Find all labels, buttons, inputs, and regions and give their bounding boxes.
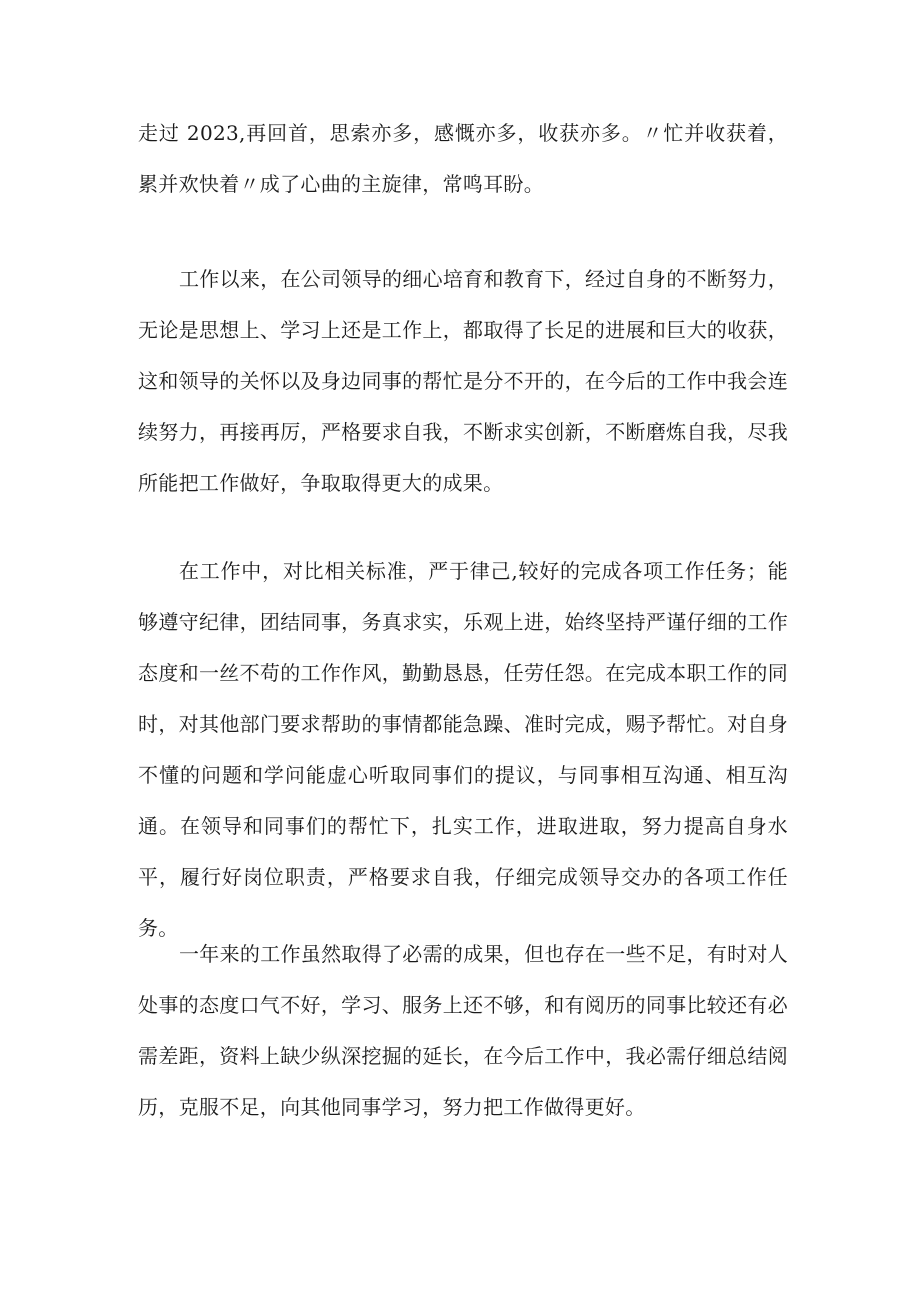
paragraph-shortcomings: 一年来的工作虽然取得了必需的成果，但也存在一些不足，有时对人处事的态度口气不好，学习、服务上还不够，和有阅历的同事比较还有必需差距，资料上缺少纵深挖掘的延长，在今后工作中，我必需仔细总结阅历，克服不足，向其他同事学习，努力把工作做得更好。	[138, 942, 788, 1119]
paragraph-intro: 走过 2023,再回首，思索亦多，感慨亦多，收获亦多。〃忙并收获着，累并欢快着〃成了心曲的主旋律，常鸣耳盼。	[138, 121, 788, 196]
paragraph-work-since: 工作以来，在公司领导的细心培育和教育下，经过自身的不断努力，无论是思想上、学习上还是工作上，都取得了长足的进展和巨大的收获，这和领导的关怀以及身边同事的帮忙是分不开的，在今后的工作中我会连续努力，再接再厉，严格要求自我，不断求实创新，不断磨炼自我，尽我所能把工作做好，争取取得更大的成果。	[138, 267, 788, 495]
paragraph-in-work: 在工作中，对比相关标准，严于律己,较好的完成各项工作任务；能够遵守纪律，团结同事，务真求实，乐观上进，始终坚持严谨仔细的工作态度和一丝不苟的工作作风，勤勤恳恳，任劳任怨。在完成本职工作的同时，对其他部门要求帮助的事情都能急躁、准时完成，赐予帮忙。对自身不懂的问题和学问能虚心听取同事们的提议，与同事相互沟通、相互沟通。在领导和同事们的帮忙下，扎实工作，进取进取，努力提高自身水平，履行好岗位职责，严格要求自我，仔细完成领导交办的各项工作任务。	[138, 559, 788, 940]
